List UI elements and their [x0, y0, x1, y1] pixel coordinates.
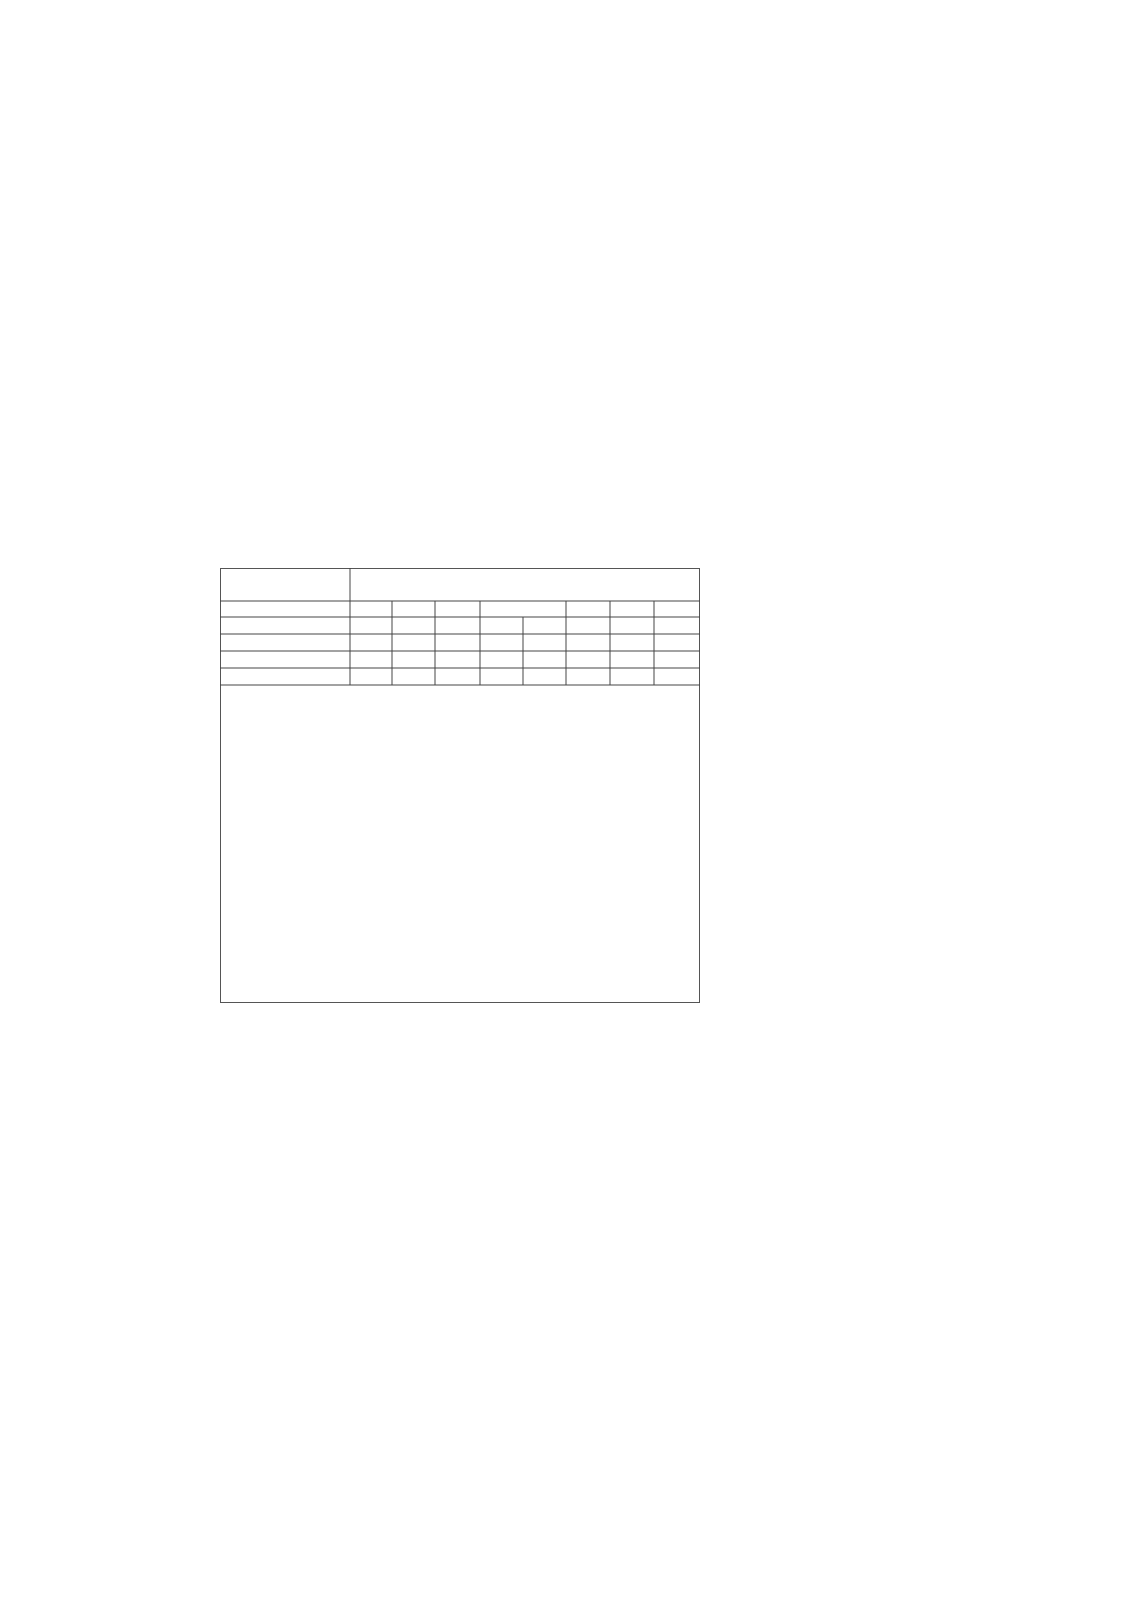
paragraph-step-one: [184, 424, 744, 454]
paragraph-figure-5-1-usage: [184, 454, 744, 484]
paragraph-figure-5-2-usage: [184, 484, 744, 514]
page-title: [344, 248, 370, 277]
figure-caption: [305, 1030, 319, 1048]
paragraph-method-heading: [184, 394, 744, 424]
luminance-limit-figure: [220, 568, 700, 1007]
paragraph-intro: [184, 334, 744, 364]
luminance-curve-chart: [220, 568, 700, 1003]
table-grid: [220, 568, 700, 685]
